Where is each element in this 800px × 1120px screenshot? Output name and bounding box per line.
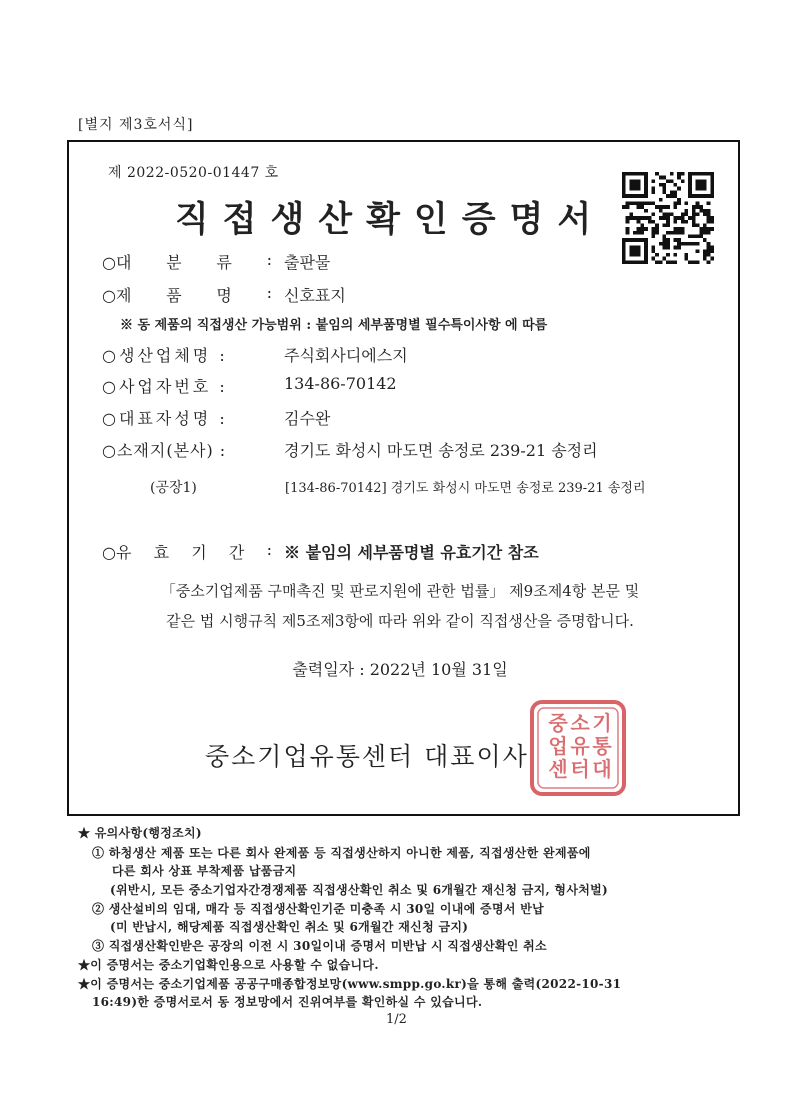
field-business-number-value: 134-86-70142 (284, 374, 397, 393)
print-date: 출력일자 : 2022년 10월 31일 (292, 660, 508, 679)
field-company-value: 주식회사디에스지 (284, 346, 408, 365)
svg-text:통: 통 (592, 734, 612, 758)
svg-text:중: 중 (548, 711, 568, 735)
page-title: 직접생산확인증명서 (174, 199, 606, 240)
svg-text:대: 대 (592, 757, 612, 781)
factory-label: (공장1) (150, 480, 197, 496)
qr-code-icon (622, 172, 714, 264)
notes-star-2: ★이 증명서는 중소기업제품 공공구매종합정보망(www.smpp.go.kr)을 통해 출력(2022-10-31 (78, 977, 622, 991)
notes-item-1-line-2: 다른 회사 상표 부착제품 납품금지 (112, 864, 297, 878)
svg-text:유: 유 (570, 734, 590, 758)
field-validity-label: ○유 효 기 간 : (102, 540, 272, 562)
certificate-number: 제 2022-0520-01447 호 (108, 165, 279, 181)
notes-item-3: ③ 직접생산확인받은 공장의 이전 시 30일이내 증명서 미반납 시 직접생산확인 취소 (92, 939, 547, 953)
notes-item-2-line-2: (미 반납시, 해당제품 직접생산확인 취소 및 6개월간 재신청 금지) (110, 920, 469, 934)
notes-star-1: ★이 증명서는 중소기업확인용으로 사용할 수 없습니다. (78, 958, 379, 972)
notes-star-2-line-2: 16:49)한 증명서로서 동 정보망에서 진위여부를 확인하실 수 있습니다. (92, 995, 483, 1009)
field-company-label: ○생산업체명 : (102, 346, 228, 365)
field-product-label: ○제 품 명 : (102, 283, 272, 305)
svg-text:기: 기 (592, 711, 612, 735)
svg-text:업: 업 (548, 734, 568, 758)
field-address-value: 경기도 화성시 마도면 송정로 239-21 송정리 (284, 441, 598, 460)
svg-text:센: 센 (548, 757, 568, 781)
notes-header: ★ 유의사항(행정조치) (78, 826, 202, 840)
notes-item-1-line-3: (위반시, 모든 중소기업자간경쟁제품 직접생산확인 취소 및 6개월간 재신청 금지, 형사처벌) (110, 883, 608, 897)
field-validity-value: ※ 붙임의 세부품명별 유효기간 참조 (284, 543, 539, 562)
field-representative-label: ○대표자성명 : (102, 409, 228, 428)
factory-value: [134-86-70142] 경기도 화성시 마도면 송정로 239-21 송정리 (285, 481, 646, 496)
scope-note: ※ 동 제품의 직접생산 가능범위 : 붙임의 세부품명별 필수특이사항 에 따름 (120, 318, 548, 333)
svg-text:터: 터 (570, 757, 590, 781)
form-label: [별지 제3호서식] (78, 117, 194, 133)
issuer: 중소기업유통센터 대표이사 (205, 742, 529, 771)
page-number: 1/2 (386, 1012, 407, 1027)
field-address-label: ○소재지(본사) : (102, 441, 227, 460)
field-representative-value: 김수완 (284, 409, 331, 428)
field-category-label: ○대 분 류 : (102, 250, 272, 272)
notes-item-1: ① 하청생산 제품 또는 다른 회사 완제품 등 직접생산하지 아니한 제품, 직접생산한 완제품에 (92, 846, 591, 860)
notes-item-2: ② 생산설비의 임대, 매각 등 직접생산확인기준 미충족 시 30일 이내에 증명서 반납 (92, 902, 544, 916)
svg-text:소: 소 (570, 711, 590, 735)
statement-line-2: 같은 법 시행규칙 제5조제3항에 따라 위와 같이 직접생산을 증명합니다. (166, 612, 634, 630)
field-category-value: 출판물 (284, 253, 331, 272)
field-business-number-label: ○사업자번호 : (102, 377, 228, 396)
statement-line-1: 「중소기업제품 구매촉진 및 판로지원에 관한 법률」 제9조제4항 본문 및 (160, 582, 640, 600)
field-product-value: 신호표지 (284, 286, 346, 305)
